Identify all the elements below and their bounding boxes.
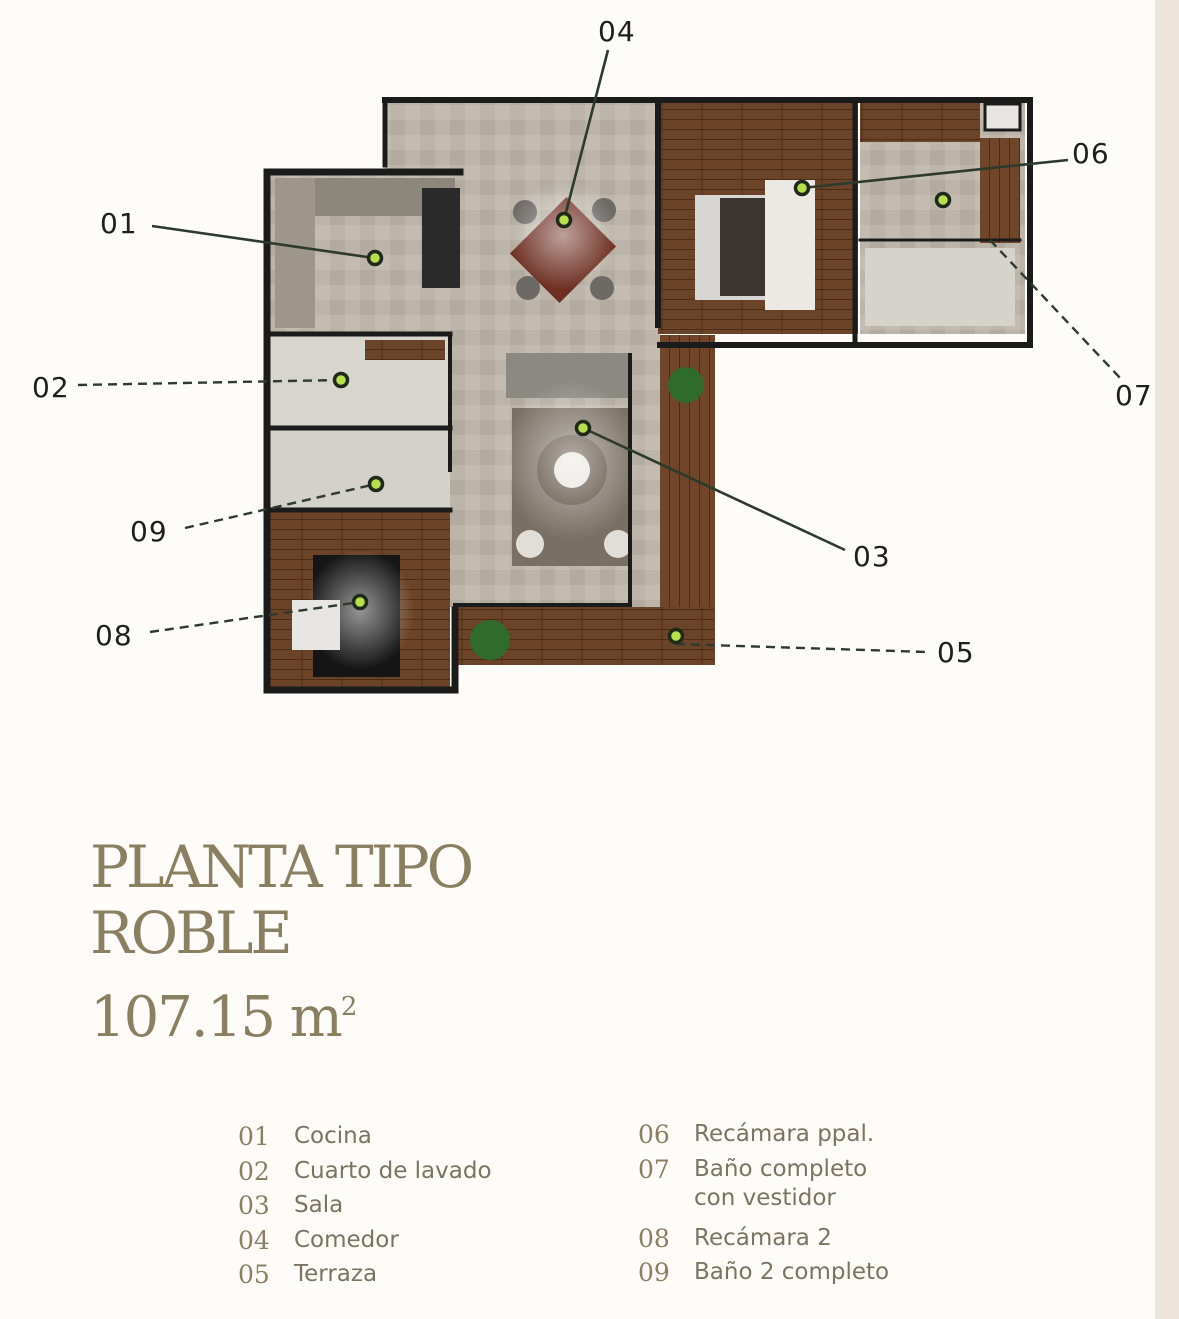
callout-08: 08 (95, 619, 133, 652)
legend-item (638, 1120, 889, 1155)
legend-number: 08 (638, 1223, 670, 1253)
master-bath-vanity (980, 138, 1020, 243)
legend-number: 09 (638, 1258, 670, 1287)
legend-item (238, 1191, 492, 1226)
area-value: 107.15 m (90, 985, 341, 1050)
master-bath-lower (865, 248, 1015, 326)
legend-left (238, 1122, 492, 1295)
marker-07 (937, 194, 950, 207)
callout-06: 06 (1072, 137, 1110, 170)
callout-05: 05 (937, 636, 975, 669)
marker-02 (335, 374, 348, 387)
legend-label: Terraza (294, 1261, 378, 1287)
legend-item (238, 1122, 492, 1157)
plan-title-line-1: PLANTA TIPO (90, 833, 472, 901)
legend-number: 01 (238, 1122, 270, 1151)
marker-09 (370, 478, 383, 491)
kitchen-counter (275, 178, 315, 328)
legend-item (238, 1260, 492, 1295)
decorative-side-strip (1155, 0, 1179, 1319)
legend-number: 04 (238, 1225, 270, 1255)
kitchen-island (422, 188, 460, 288)
master-bed-blanket (720, 198, 768, 296)
callout-09: 09 (130, 515, 168, 548)
callout-02: 02 (32, 371, 70, 404)
legend-right (638, 1120, 889, 1293)
legend-number: 05 (238, 1260, 270, 1289)
legend-number: 06 (638, 1120, 670, 1149)
legend-label: Recámara 2 (694, 1224, 832, 1251)
laundry-cabinet (365, 340, 445, 360)
marker-05 (670, 630, 683, 643)
legend-item (638, 1155, 889, 1224)
legend-label: Baño completo con vestidor (694, 1155, 868, 1212)
callout-07: 07 (1115, 379, 1153, 412)
marker-08 (354, 596, 367, 609)
legend-label: Comedor (294, 1226, 399, 1253)
plan-area (90, 985, 358, 1050)
master-closet (765, 180, 815, 310)
legend-label: Cocina (294, 1123, 372, 1149)
master-bath-wood (860, 102, 980, 142)
callout-03: 03 (853, 540, 891, 573)
bath2-floor (270, 430, 450, 508)
legend-label: Baño 2 completo (694, 1259, 890, 1285)
legend-number: 07 (638, 1154, 670, 1184)
legend-item (638, 1258, 889, 1293)
callout-01: 01 (100, 207, 138, 240)
marker-06 (796, 182, 809, 195)
legend-item (238, 1226, 492, 1261)
callout-04: 04 (598, 15, 636, 48)
legend-item (238, 1157, 492, 1192)
legend-label: Sala (294, 1192, 344, 1218)
legend-label: Cuarto de lavado (294, 1157, 492, 1184)
marker-04 (558, 214, 571, 227)
legend-number: 02 (238, 1156, 270, 1186)
marker-03 (577, 422, 590, 435)
legend-label: Recámara ppal. (694, 1121, 875, 1147)
area-unit-exponent: 2 (340, 992, 358, 1022)
legend-number: 03 (238, 1191, 270, 1220)
plan-title-line-2: ROBLE (90, 899, 290, 967)
marker-01 (369, 252, 382, 265)
legend-item (638, 1224, 889, 1259)
